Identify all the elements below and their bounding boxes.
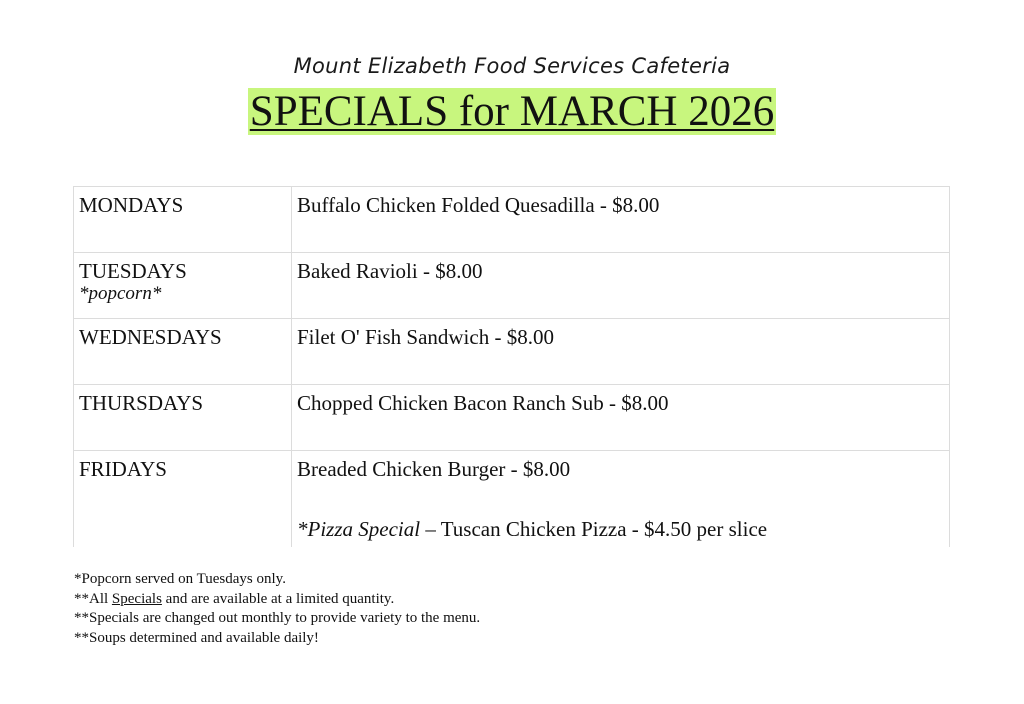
special-item: Breaded Chicken Burger - $8.00 xyxy=(297,457,571,481)
special-item: Buffalo Chicken Folded Quesadilla - $8.00 xyxy=(297,193,660,217)
special-cell xyxy=(292,385,950,451)
day-cell xyxy=(74,253,292,319)
table-row-thursday xyxy=(74,385,950,451)
special-item: Chopped Chicken Bacon Ranch Sub - $8.00 xyxy=(297,391,669,415)
table-row-tuesday xyxy=(74,253,950,319)
table-row-monday xyxy=(74,187,950,253)
day-label: TUESDAYS xyxy=(79,259,187,283)
special-item: Filet O' Fish Sandwich - $8.00 xyxy=(297,325,554,349)
special-cell xyxy=(292,253,950,319)
page-title: SPECIALS for MARCH 2026 xyxy=(249,88,775,135)
footnote-popcorn: *Popcorn served on Tuesdays only. xyxy=(74,571,286,587)
day-label: MONDAYS xyxy=(79,193,184,217)
footnote-suffix: and are available at a limited quantity. xyxy=(161,590,395,607)
special-cell xyxy=(292,187,950,253)
footnote-monthly-change: **Specials are changed out monthly to provide variety to the menu. xyxy=(74,610,481,626)
specials-underlined-text: Specials xyxy=(111,590,162,607)
organization-name: Mount Elizabeth Food Services Cafeteria xyxy=(293,54,731,78)
day-cell xyxy=(74,187,292,253)
specials-table xyxy=(73,186,950,547)
day-label: FRIDAYS xyxy=(79,457,167,481)
table-row-wednesday xyxy=(74,319,950,385)
footnotes xyxy=(74,570,480,648)
special-cell xyxy=(292,451,950,547)
footnote-soups: **Soups determined and available daily! xyxy=(74,629,319,646)
pizza-special-line xyxy=(297,517,943,541)
footnote-specials-limited xyxy=(74,590,480,610)
day-label: THURSDAYS xyxy=(79,391,204,415)
special-cell xyxy=(292,319,950,385)
pizza-special-item: – Tuscan Chicken Pizza - $4.50 per slice xyxy=(420,517,768,541)
day-cell xyxy=(74,319,292,385)
day-cell xyxy=(74,385,292,451)
day-label: WEDNESDAYS xyxy=(79,325,222,349)
pizza-special-label: *Pizza Special xyxy=(297,517,421,541)
footnote-prefix: **All xyxy=(74,590,112,607)
special-item: Baked Ravioli - $8.00 xyxy=(297,259,483,283)
table-row-friday xyxy=(74,451,950,547)
title-wrapper xyxy=(0,88,1024,135)
day-note: *popcorn* xyxy=(79,283,162,304)
day-cell xyxy=(74,451,292,547)
